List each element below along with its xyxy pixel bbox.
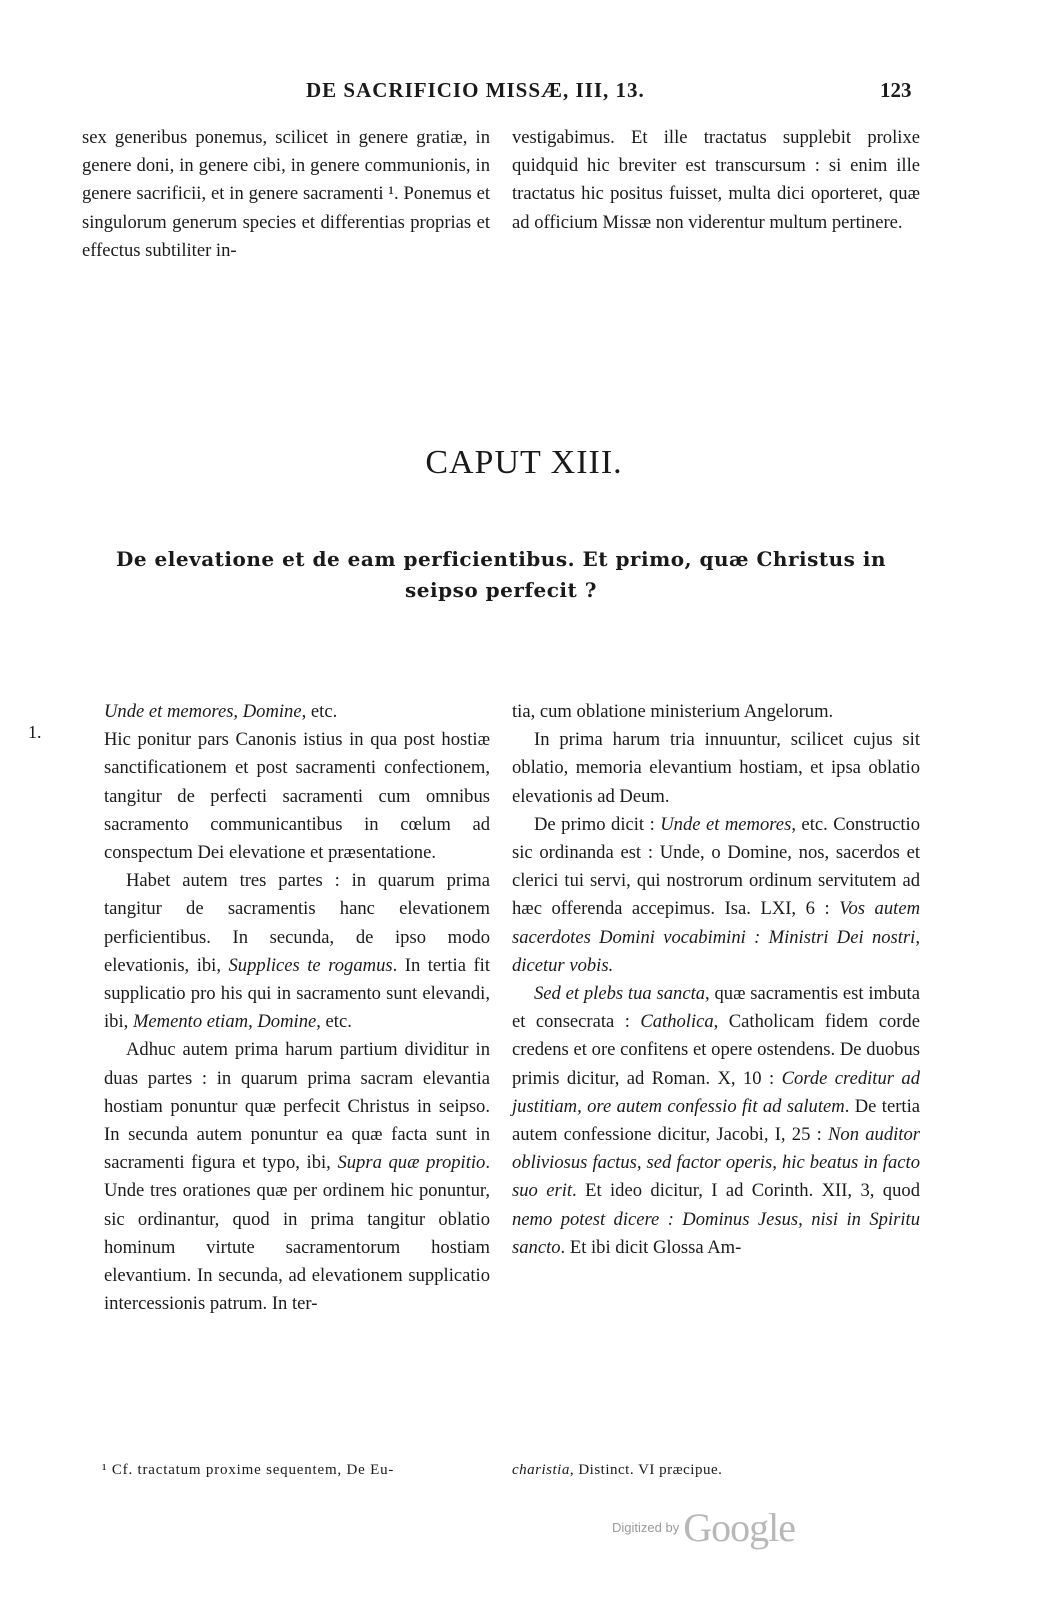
- left-paragraph-1: Unde et memores, Domine, etc.: [104, 701, 338, 722]
- right-paragraph-2: In prima harum tria innuuntur, scilicet cujus sit oblatio, memoria elevantium hostiam, et ipsa oblatio elevationis ad Deum.: [512, 729, 920, 807]
- right-paragraph-4: Sed et plebs tua sancta, quæ sacramentis est imbuta et consecrata : Catholica, Catholicam fidem corde credens et ore confitens et opere ostendens. De duobus primis dicitur, ad Roman. X, 10 : Corde creditur ad justitiam, ore autem confessio fit ad salutem. De tertia autem confessione dicitur, Jacobi, I, 25 : Non auditor obliviosus factus, sed factor operis, hic beatus in facto suo erit. Et ideo dicitur, I ad Corinth. XII, 3, quod nemo potest dicere : Dominus Jesus, nisi in Spiritu sancto. Et ibi dicit Glossa Am-: [512, 983, 920, 1258]
- top-left-paragraph: sex generibus ponemus, scilicet in genere gratiæ, in genere doni, in genere cibi, in genere communionis, in genere sacrificii, et in genere sacramenti ¹. Ponemus et singulorum generum species et differentias proprias et effectus subtiliter in-: [82, 127, 490, 261]
- page-number: 123: [880, 78, 912, 102]
- chapter-subtitle-line-2: seipso perfecit ?: [405, 578, 597, 602]
- running-header: [0, 78, 1048, 108]
- google-logo: Google: [683, 1505, 795, 1550]
- digitized-watermark: [612, 1504, 795, 1548]
- running-title: DE SACRIFICIO MISSÆ, III, 13.: [306, 78, 645, 102]
- left-paragraph-4: Adhuc autem prima harum partium dividitur in duas partes : in quarum prima sacram elevantia hostiam ponuntur quæ perfecit Christus in seipso. In secunda autem ponuntur ea quæ facta sunt in sacramenti figura et typo, ibi, Supra quæ propitio. Unde tres orationes quæ per ordinem hic ponuntur, sic ordinantur, quod in prima tangitur oblatio hominum virtute sacramentorum hostiam elevantium. In secunda, ad elevationem supplicatio intercessionis patrum. In ter-: [104, 1039, 490, 1315]
- left-paragraph-3: Habet autem tres partes : in quarum prima tangitur de sacramentis hanc elevationem perficientibus. In secunda, de ipso modo elevationis, ibi, Supplices te rogamus. In tertia fit supplicatio pro his qui in sacramento sunt elevandi, ibi, Memento etiam, Domine, etc.: [104, 870, 490, 1033]
- left-paragraph-2: Hic ponitur pars Canonis istius in qua post hostiæ sanctificationem et post sacramenti confectionem, tangitur de perfecti sacramenti cum omnibus sacramento communicantibus in cœlum ad conspectum Dei elevatione et præsentatione.: [104, 729, 490, 864]
- top-right-column: [512, 124, 920, 237]
- chapter-subtitle-line-1: De elevatione et de eam perficientibus. Et primo, quæ Christus in: [116, 547, 886, 571]
- chapter-title: CAPUT XIII.: [425, 444, 623, 481]
- right-paragraph-1: tia, cum oblatione ministerium Angelorum.: [512, 701, 834, 722]
- main-left-column: [104, 698, 490, 1318]
- top-right-paragraph: vestigabimus. Et ille tractatus supplebit prolixe quidquid hic breviter est transcursum : si enim ille tractatus hic positus fuisset, multa dici oporteret, quæ ad officium Missæ non viderentur multum pertinere.: [512, 127, 920, 233]
- chapter-subtitle: [82, 544, 920, 606]
- incipit-italic: Unde et memores, Domine: [104, 701, 302, 722]
- right-paragraph-3: De primo dicit : Unde et memores, etc. Constructio sic ordinanda est : Unde, o Domine, nos, sacerdos et clerici tui servi, qui nostrorum ordinum servitutem ad hæc offerenda accepimus. Isa. LXI, 6 : Vos autem sacerdotes Domini vocabimini : Ministri Dei nostri, dicetur vobis.: [512, 813, 920, 976]
- main-right-column: [512, 698, 920, 1262]
- digitized-by-text: Digitized by: [612, 1520, 680, 1535]
- top-left-column: [82, 124, 490, 265]
- margin-number: 1.: [28, 722, 42, 742]
- footnote-right: charistia, Distinct. VI præcipue.: [512, 1462, 723, 1478]
- footnote-left: ¹ Cf. tractatum proxime sequentem, De Eu-: [102, 1462, 395, 1478]
